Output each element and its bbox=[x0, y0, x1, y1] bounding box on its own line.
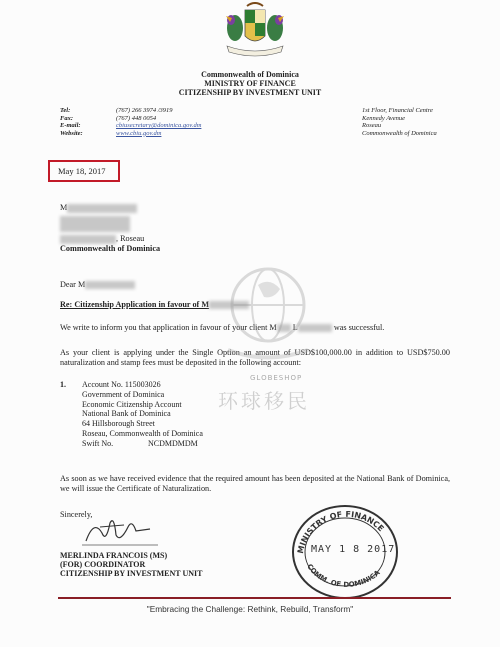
coat-of-arms-emblem bbox=[215, 2, 295, 58]
watermark-text-en: GLOBESHOP bbox=[250, 374, 303, 382]
account-holder: Government of Dominica bbox=[82, 389, 165, 399]
handwritten-signature bbox=[80, 513, 160, 549]
letterhead-title bbox=[0, 70, 500, 97]
office-address bbox=[362, 107, 437, 137]
address-line: 1st Floor, Financial Centre bbox=[362, 107, 433, 114]
closing: Sincerely, bbox=[60, 510, 93, 519]
tel-value: (767) 266 3974 /3919 bbox=[116, 107, 173, 114]
address-line: Commonwealth of Dominica bbox=[362, 129, 437, 137]
paragraph-certificate: As soon as we have received evidence that the required amount has been deposited at the National Bank of Dominica, we will issue the Certificate of Naturalization. bbox=[60, 474, 450, 493]
fax-value: (767) 448 0054 bbox=[116, 114, 157, 122]
salutation-text: Dear M bbox=[60, 280, 86, 289]
account-details bbox=[60, 380, 203, 449]
redacted-address bbox=[60, 216, 130, 232]
letterhead-ministry: MINISTRY OF FINANCE bbox=[204, 79, 296, 88]
address-line: Roseau bbox=[362, 122, 382, 129]
email-link[interactable]: cbiusecretary@dominica.gov.dm bbox=[116, 122, 202, 129]
recipient-country: Commonwealth of Dominica bbox=[60, 244, 161, 253]
footer-motto: "Embracing the Challenge: Rethink, Rebuild, Transform" bbox=[146, 604, 354, 614]
redacted-name bbox=[67, 204, 137, 213]
account-number: Account No. 115003026 bbox=[82, 380, 161, 389]
swift-label: Swift No. bbox=[82, 438, 114, 448]
bank-street: 64 Hillsborough Street bbox=[82, 419, 155, 429]
paragraph-approval-mid: L bbox=[292, 323, 298, 332]
account-name: Economic Citizenship Account bbox=[82, 399, 182, 409]
contact-block bbox=[60, 107, 201, 137]
signatory-title: (FOR) COORDINATOR bbox=[60, 560, 146, 570]
footer-divider bbox=[58, 597, 451, 599]
bank-city: Roseau, Commonwealth of Dominica bbox=[82, 428, 203, 438]
website-label: Website: bbox=[60, 129, 83, 137]
svg-text:COMM. OF DOMINICA bbox=[305, 563, 382, 589]
stamp-top-text: MINISTRY OF FINANCE bbox=[295, 509, 386, 555]
account-list-number: 1. bbox=[60, 380, 66, 389]
tel-label: Tel: bbox=[60, 107, 71, 114]
website-link[interactable]: www.cbiu.gov.dm bbox=[116, 129, 162, 137]
redacted-street bbox=[60, 235, 116, 244]
email-label: E-mail: bbox=[60, 122, 81, 129]
swift-code: NCDMDMDM bbox=[148, 438, 198, 448]
redacted-salutation-name bbox=[85, 281, 135, 289]
subject-text: Re: Citizenship Application in favour of M bbox=[60, 300, 210, 309]
stamp-bottom-text: COMM. OF DOMINICA bbox=[305, 562, 382, 589]
recipient-block bbox=[60, 203, 450, 254]
paragraph-approval-start: We write to inform you that application in favour of your client M bbox=[60, 323, 277, 332]
letterhead-country: Commonwealth of Dominica bbox=[201, 70, 299, 79]
recipient-name-start: M bbox=[60, 203, 68, 212]
recipient-city: , Roseau bbox=[116, 234, 145, 243]
signature-block bbox=[60, 551, 202, 579]
watermark-text-zh: 环球移民 bbox=[218, 389, 310, 413]
paragraph-payment: As your client is applying under the Single Option an amount of USD$100,000.00 in addition to USD$750.00 naturalization and stamp fees must be deposited in the following account: bbox=[60, 348, 450, 367]
address-line: Kennedy Avenue bbox=[362, 114, 406, 122]
fax-label: Fax: bbox=[60, 114, 73, 122]
letterhead-unit: CITIZENSHIP BY INVESTMENT UNIT bbox=[178, 88, 322, 97]
stamp-date: MAY 1 8 2017 bbox=[311, 544, 396, 555]
signatory-unit: CITIZENSHIP BY INVESTMENT UNIT bbox=[60, 569, 203, 579]
signatory-name: MERLINDA FRANCOIS (MS) bbox=[60, 551, 168, 560]
paragraph-approval-end: was successful. bbox=[333, 323, 385, 332]
bank-name: National Bank of Dominica bbox=[82, 409, 171, 419]
letter-date: May 18, 2017 bbox=[48, 160, 120, 182]
